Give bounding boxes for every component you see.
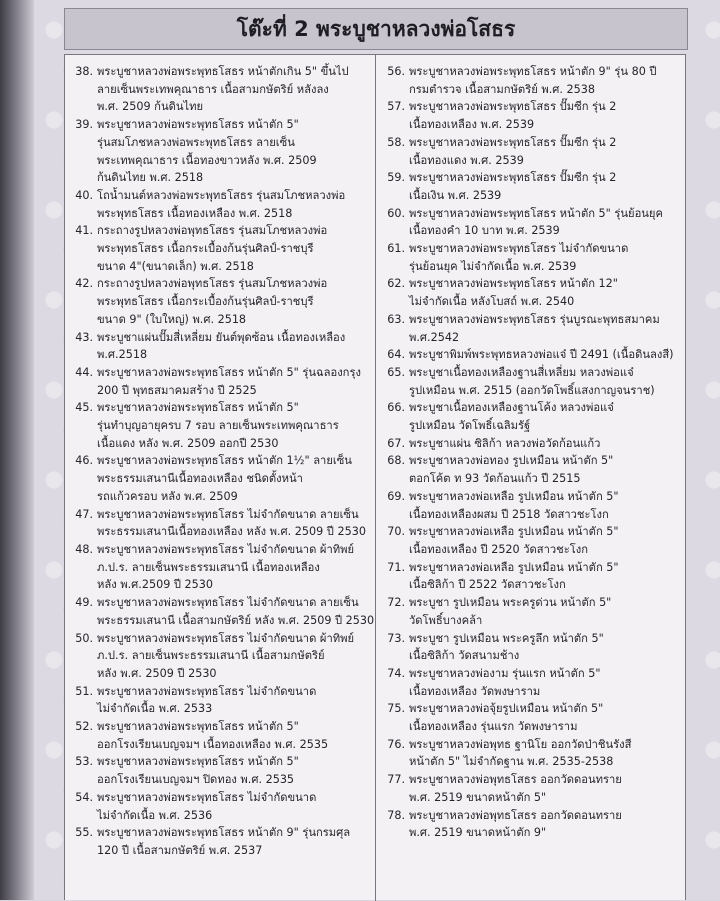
item-number: 41. — [75, 224, 93, 238]
list-item — [383, 169, 681, 204]
item-number: 74. — [387, 666, 405, 680]
list-item — [383, 594, 681, 629]
item-description-line: พระบูชาเนื้อทองเหลืองฐานสี่เหลี่ยม หลวงพ่อแจ๋ — [409, 365, 634, 379]
item-description — [97, 452, 371, 505]
item-description-line: หน้าตัก 5" ไม่จำกัดฐาน พ.ศ. 2535-2538 — [409, 755, 614, 769]
item-description — [97, 789, 371, 824]
item-description — [97, 275, 371, 328]
list-item — [71, 63, 371, 116]
item-description-line: พระพุทธโสธร เนื้อทองเหลือง พ.ศ. 2518 — [97, 206, 293, 220]
item-description-line: พระบูชาหลวงพ่อทอง รูปเหมือน หน้าตัก 5" — [409, 454, 614, 468]
item-description-line: กระถางรูปหลวงพ่อพุทธโสธร รุ่นสมโภชหลวงพ่อ — [97, 277, 328, 291]
item-description — [97, 222, 371, 275]
item-description-line: พระบูชาหลวงพ่อพุทธโสธร ออกวัดดอนทราย — [409, 808, 622, 822]
item-description-line: กระถางรูปหลวงพ่อพุทธโสธร รุ่นสมโภชหลวงพ่อ — [97, 224, 328, 238]
item-description-line: พ.ศ.2542 — [409, 330, 460, 344]
item-description-line: เนื้อซิลิก้า ปี 2522 วัดสาวชะโงก — [409, 578, 566, 592]
item-number: 39. — [75, 118, 93, 132]
item-number: 50. — [75, 631, 93, 645]
list-item — [383, 559, 681, 594]
item-description-line: พระบูชาเนื้อทองเหลืองฐานโค้ง หลวงพ่อแจ๋ — [409, 401, 614, 415]
item-description — [97, 630, 371, 683]
item-number: 40. — [75, 188, 93, 202]
item-description-line: เนื้อทองเหลือง พ.ศ. 2539 — [409, 118, 535, 132]
item-description-line: พระบูชาหลวงพ่อพระพุทธโสธร ปั๊มซีก รุ่น 2 — [409, 171, 617, 185]
list-item — [383, 98, 681, 133]
item-number: 52. — [75, 720, 93, 734]
item-description-line: พระบูชาหลวงพ่อพระพุทธโสธร รุ่นบูรณะพุทธสมาคม — [409, 312, 660, 326]
item-number: 59. — [387, 171, 405, 185]
item-number: 68. — [387, 454, 405, 468]
list-item — [71, 329, 371, 364]
item-description-line: พระบูชาหลวงพ่อเหลือ รูปเหมือน หน้าตัก 5" — [409, 525, 619, 539]
item-description — [97, 594, 374, 629]
item-description-line: ภ.ป.ร. ลายเซ็นพระธรรมเสนานี เนื้อทองเหลือง — [97, 560, 320, 574]
item-description-line: พระบูชาหลวงพ่อพระพุทธโสธร ไม่จำกัดขนาด ลายเซ็น — [97, 596, 359, 610]
list-item — [71, 683, 371, 718]
item-description — [409, 311, 681, 346]
item-number: 65. — [387, 365, 405, 379]
list-item — [383, 771, 681, 806]
list-item — [71, 753, 371, 788]
item-description-line: ไม่จำกัดเนื้อ พ.ศ. 2536 — [97, 808, 213, 822]
list-item — [383, 399, 681, 434]
list-item — [383, 63, 681, 98]
item-number: 62. — [387, 277, 405, 291]
list-item — [71, 506, 371, 541]
item-description — [409, 700, 681, 735]
item-description-line: พระบูชาหลวงพ่อพระพุทธโสธร ปั๊มซีก รุ่น 2 — [409, 135, 617, 149]
item-description-line: 200 ปี พุทธสมาคมสร้าง ปี 2525 — [97, 383, 257, 397]
item-number: 56. — [387, 65, 405, 78]
item-description-line: พระพุทธโสธร เนื้อกระเบื้องก้นรุ่นศิลป์-ราชบุรี — [97, 295, 314, 309]
item-description-line: เนื้อเงิน พ.ศ. 2539 — [409, 188, 502, 202]
item-number: 38. — [75, 65, 93, 78]
item-description-line: พระบูชาหลวงพ่อพระพุทธโสธร ไม่จำกัดขนาด ผ้าทิพย์ — [97, 542, 355, 556]
item-description — [409, 452, 681, 487]
item-description-line: พ.ศ. 2509 ก้นดินไทย — [97, 100, 204, 114]
item-number: 43. — [75, 330, 93, 344]
item-description-line: เนื้อทองเหลืองผสม ปี 2518 วัดสาวชะโงก — [409, 507, 609, 521]
right-column — [383, 63, 681, 842]
item-description-line: ภ.ป.ร. ลายเซ็นพระธรรมเสนานี เนื้อสามกษัตริย์ — [97, 649, 325, 663]
item-description — [409, 771, 681, 806]
book-spine-shadow — [0, 0, 34, 900]
item-description-line: ขนาด 9" (ใบใหญ่) พ.ศ. 2518 — [97, 312, 247, 326]
list-item — [383, 134, 681, 169]
item-description — [97, 364, 371, 399]
list-item — [383, 665, 681, 700]
item-number: 76. — [387, 737, 405, 751]
item-description-line: ก้นดินไทย พ.ศ. 2518 — [97, 171, 204, 185]
item-number: 54. — [75, 790, 93, 804]
list-item — [383, 240, 681, 275]
item-number: 63. — [387, 312, 405, 326]
item-description — [409, 559, 681, 594]
item-description — [409, 98, 681, 133]
item-number: 66. — [387, 401, 405, 415]
item-number: 42. — [75, 277, 93, 291]
table-header-band — [64, 8, 688, 50]
list-item — [71, 116, 371, 187]
item-description-line: เนื้อแดง หลัง พ.ศ. 2509 ออกปี 2530 — [97, 436, 279, 450]
item-description — [409, 488, 681, 523]
left-column — [71, 63, 375, 860]
list-item — [71, 222, 371, 275]
item-description — [409, 435, 681, 453]
item-description — [409, 275, 681, 310]
list-item — [71, 275, 371, 328]
item-description — [97, 329, 371, 364]
item-number: 64. — [387, 348, 405, 362]
list-item — [383, 807, 681, 842]
item-description-line: ขนาด 4"(ขนาดเล็ก) พ.ศ. 2518 — [97, 259, 254, 273]
item-description-line: เนื้อทองคำ 10 บาท พ.ศ. 2539 — [409, 224, 560, 238]
item-description — [97, 116, 371, 187]
item-number: 69. — [387, 489, 405, 503]
list-item — [71, 364, 371, 399]
column-divider — [375, 55, 376, 901]
list-item — [71, 630, 371, 683]
item-description-line: พระบูชาหลวงพ่อพระพุทธโสธร หน้าตัก 5" รุ่นย้อนยุค — [409, 206, 663, 220]
item-description-line: พระบูชาหลวงพ่อพระพุทธโสธร ปั๊มซีก รุ่น 2 — [409, 100, 617, 114]
item-description-line: พ.ศ. 2519 ขนาดหน้าตัก 9" — [409, 826, 547, 840]
list-item — [383, 488, 681, 523]
item-description-line: โถน้ำมนต์หลวงพ่อพระพุทธโสธร รุ่นสมโภชหลวงพ่อ — [97, 188, 346, 202]
item-description-line: พระบูชาหลวงพ่อพระพุทธโสธร ไม่จำกัดขนาด — [97, 790, 317, 804]
item-description-line: พระบูชา รูปเหมือน พระครูด่วน หน้าตัก 5" — [409, 596, 612, 610]
item-description-line: พระบูชาหลวงพ่อพระพุทธโสธร หน้าตักเกิน 5" ขึ้นไป — [97, 65, 349, 78]
item-number: 48. — [75, 542, 93, 556]
item-description-line: รุ่นสมโภชหลวงพ่อพระพุทธโสธร ลายเซ็น — [97, 135, 295, 149]
item-description-line: รูปเหมือน พ.ศ. 2515 (ออกวัดโพธิ์แสงกาญจนราช) — [409, 383, 655, 397]
item-description-line: เนื้อทองเหลือง ปี 2520 วัดสาวชะโงก — [409, 542, 589, 556]
item-description-line: รุ่นทำบุญอายุครบ 7 รอบ ลายเซ็นพระเทพคุณาธาร — [97, 419, 339, 433]
item-number: 73. — [387, 631, 405, 645]
item-description — [97, 187, 371, 222]
item-description-line: พระบูชาหลวงพ่อพระพุทธโสธร หน้าตัก 5" — [97, 401, 299, 415]
item-description — [97, 63, 371, 116]
item-description-line: กรมตำรวจ เนื้อสามกษัตริย์ พ.ศ. 2538 — [409, 82, 595, 96]
list-item — [383, 435, 681, 453]
item-description-line: ไม่จำกัดเนื้อ พ.ศ. 2533 — [97, 702, 213, 716]
item-description-line: พระบูชาแผ่นปั๊มสี่เหลี่ยม ยันต์พุดซ้อน เนื้อทองเหลือง — [97, 330, 346, 344]
list-item — [71, 452, 371, 505]
page-title: โต๊ะที่ 2 พระบูชาหลวงพ่อโสธร — [236, 16, 516, 41]
list-item — [383, 311, 681, 346]
list-item — [383, 736, 681, 771]
item-description — [97, 506, 371, 541]
item-description-line: ลายเซ็นพระเทพคุณาธาร เนื้อสามกษัตริย์ หลังลง — [97, 82, 329, 96]
item-description-line: พ.ศ.2518 — [97, 348, 148, 362]
item-description — [409, 169, 681, 204]
item-description — [97, 399, 371, 452]
item-description-line: พระบูชา รูปเหมือน พระครูลึก หน้าตัก 5" — [409, 631, 604, 645]
item-description — [409, 665, 681, 700]
item-description — [409, 63, 681, 98]
list-item — [71, 718, 371, 753]
list-item — [383, 523, 681, 558]
item-description-line: หลัง พ.ศ.2509 ปี 2530 — [97, 578, 213, 592]
item-description-line: พระบูชาหลวงพ่อเหลือ รูปเหมือน หน้าตัก 5" — [409, 489, 619, 503]
list-item — [71, 187, 371, 222]
item-description — [409, 399, 681, 434]
list-item — [71, 789, 371, 824]
item-number: 47. — [75, 507, 93, 521]
item-description-line: เนื้อซิลิก้า วัดสนามช้าง — [409, 649, 520, 663]
list-item — [71, 594, 375, 629]
item-description-line: พระบูชาหลวงพ่อพระพุทธโสธร ไม่จำกัดขนาด — [409, 242, 629, 256]
item-description — [409, 364, 681, 399]
item-number: 77. — [387, 773, 405, 787]
list-item — [383, 630, 681, 665]
item-description-line: เนื้อทองเหลือง วัดพงษาราม — [409, 684, 541, 698]
item-table — [64, 54, 686, 900]
item-description-line: พระบูชาหลวงพ่อพระพุทธโสธร หน้าตัก 12" — [409, 277, 618, 291]
item-description — [409, 240, 681, 275]
item-number: 45. — [75, 401, 93, 415]
item-description — [409, 630, 681, 665]
item-description-line: พระบูชาหลวงพ่อพุทธ ฐานิโย ออกวัดป่าชินรังสี — [409, 737, 632, 751]
item-description-line: พระบูชาพิมพ์พระพุทธหลวงพ่อแจ๋ ปี 2491 (เนื้อดินลงสี) — [409, 348, 674, 362]
item-description-line: พระพุทธโสธร เนื้อกระเบื้องก้นรุ่นศิลป์-ราชบุรี — [97, 242, 314, 256]
item-description-line: พระบูชาหลวงพ่อพระพุทธโสธร หน้าตัก 9" รุ่นกรมศุล — [97, 826, 351, 840]
item-number: 61. — [387, 242, 405, 256]
item-number: 72. — [387, 596, 405, 610]
item-number: 46. — [75, 454, 93, 468]
item-number: 70. — [387, 525, 405, 539]
item-description-line: พระบูชาหลวงพ่อพุทธโสธร ออกวัดดอนทราย — [409, 773, 622, 787]
item-number: 75. — [387, 702, 405, 716]
item-description-line: เนื้อทองแดง พ.ศ. 2539 — [409, 153, 524, 167]
list-item — [383, 364, 681, 399]
item-description — [409, 807, 681, 842]
item-description-line: พระธรรมเสนานี เนื้อสามกษัตริย์ หลัง พ.ศ. 2509 ปี 2530 — [97, 613, 375, 627]
item-description — [409, 205, 681, 240]
item-number: 53. — [75, 755, 93, 769]
item-description — [409, 523, 681, 558]
item-description-line: เนื้อทองเหลือง รุ่นแรก วัดพงษาราม — [409, 720, 578, 734]
item-description-line: วัดโพธิ์บางคล้า — [409, 613, 483, 627]
item-description-line: รุ่นย้อนยุค ไม่จำกัดเนื้อ พ.ศ. 2539 — [409, 259, 577, 273]
item-description-line: ตอกโค้ต ท 93 วัดก้อนแก้ว ปี 2515 — [409, 472, 581, 486]
item-description — [97, 824, 371, 859]
item-description — [409, 346, 681, 364]
item-number: 49. — [75, 596, 93, 610]
item-description-line: พระบูชาหลวงพ่อพระพุทธโสธร ไม่จำกัดขนาด ผ้าทิพย์ — [97, 631, 355, 645]
item-number: 51. — [75, 684, 93, 698]
item-number: 58. — [387, 135, 405, 149]
item-number: 44. — [75, 365, 93, 379]
item-description-line: พระบูชาหลวงพ่องาม รุ่นแรก หน้าตัก 5" — [409, 666, 601, 680]
item-description-line: พระบูชาหลวงพ่อจุ้ยรูปเหมือน หน้าตัก 5" — [409, 702, 604, 716]
item-description-line: พระบูชาหลวงพ่อพระพุทธโสธร หน้าตัก 5" — [97, 755, 299, 769]
list-item — [71, 541, 371, 594]
item-description-line: ออกโรงเรียนเบญจมฯ ปิดทอง พ.ศ. 2535 — [97, 773, 295, 787]
item-description — [97, 753, 371, 788]
item-description-line: พระบูชาหลวงพ่อพระพุทธโสธร หน้าตัก 5" — [97, 118, 299, 132]
list-item — [383, 205, 681, 240]
item-number: 67. — [387, 436, 405, 450]
item-description-line: ไม่จำกัดเนื้อ หลังโบสถ์ พ.ศ. 2540 — [409, 295, 575, 309]
item-description — [97, 541, 371, 594]
item-description — [97, 683, 371, 718]
item-number: 60. — [387, 206, 405, 220]
list-item — [383, 452, 681, 487]
item-description-line: พระบูชาหลวงพ่อเหลือ รูปเหมือน หน้าตัก 5" — [409, 560, 619, 574]
item-description-line: พ.ศ. 2519 ขนาดหน้าตัก 5" — [409, 790, 547, 804]
item-description-line: ออกโรงเรียนเบญจมฯ เนื้อทองเหลือง พ.ศ. 2535 — [97, 737, 329, 751]
list-item — [383, 346, 681, 364]
item-description-line: พระธรรมเสนานีเนื้อทองเหลือง หลัง พ.ศ. 2509 ปี 2530 — [97, 525, 366, 539]
item-description-line: รถแก้วครอบ หลัง พ.ศ. 2509 — [97, 489, 238, 503]
item-description-line: 120 ปี เนื้อสามกษัตริย์ พ.ศ. 2537 — [97, 843, 263, 857]
item-description — [409, 134, 681, 169]
item-description-line: รูปเหมือน วัดโพธิ์เฉลิมรัฐ์ — [409, 419, 531, 433]
item-description-line: พระบูชาหลวงพ่อพระพุทธโสธร หน้าตัก 1½" ลายเซ็น — [97, 454, 352, 468]
item-number: 55. — [75, 826, 93, 840]
item-description-line: หลัง พ.ศ. 2509 ปี 2530 — [97, 666, 217, 680]
item-description-line: พระเทพคุณาธาร เนื้อทองขาวหลัง พ.ศ. 2509 — [97, 153, 317, 167]
item-description-line: พระบูชาหลวงพ่อพระพุทธโสธร หน้าตัก 5" รุ่นฉลองกรุง — [97, 365, 361, 379]
list-item — [383, 275, 681, 310]
list-item — [71, 824, 371, 859]
item-description-line: พระบูชาหลวงพ่อพระพุทธโสธร หน้าตัก 5" — [97, 720, 299, 734]
item-description-line: พระบูชาแผ่น ซิลิก้า หลวงพ่อวัดก้อนแก้ว — [409, 436, 601, 450]
item-number: 57. — [387, 100, 405, 114]
item-description — [97, 718, 371, 753]
item-number: 71. — [387, 560, 405, 574]
item-description — [409, 736, 681, 771]
list-item — [383, 700, 681, 735]
item-description-line: พระธรรมเสนานีเนื้อทองเหลือง ชนิดตั้งหน้า — [97, 472, 303, 486]
item-description-line: พระบูชาหลวงพ่อพระพุทธโสธร ไม่จำกัดขนาด ลายเซ็น — [97, 507, 359, 521]
item-number: 78. — [387, 808, 405, 822]
item-description-line: พระบูชาหลวงพ่อพระพุทธโสธร ไม่จำกัดขนาด — [97, 684, 317, 698]
item-description — [409, 594, 681, 629]
list-item — [71, 399, 371, 452]
item-description-line: พระบูชาหลวงพ่อพระพุทธโสธร หน้าตัก 9" รุ่น 80 ปี — [409, 65, 657, 78]
